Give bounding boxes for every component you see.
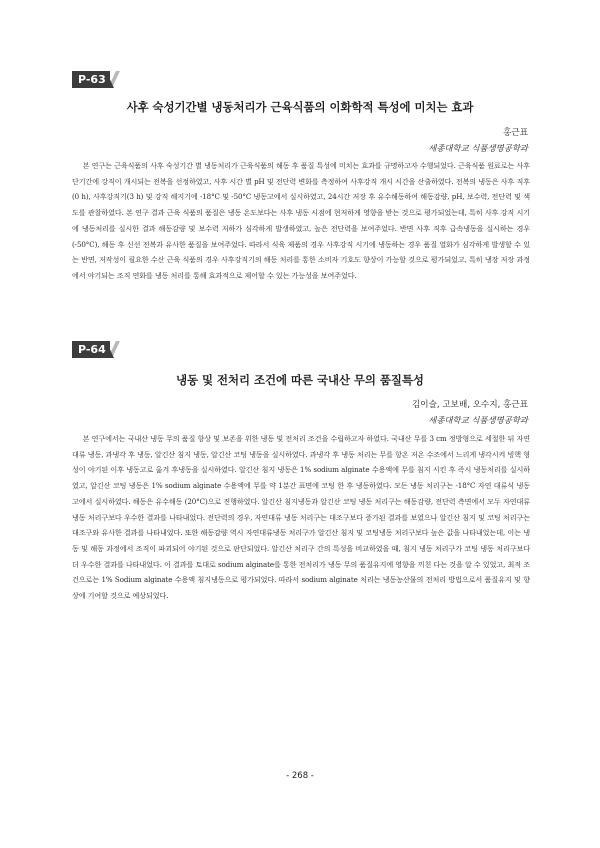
affiliation: 세종대학교 식품생명공학과: [428, 143, 528, 153]
abstract-title: 사후 숙성기간별 냉동처리가 근육식품의 이화학적 특성에 미치는 효과: [126, 100, 474, 114]
section-tag-label: P-63: [72, 71, 110, 88]
page-number: - 268 -: [286, 771, 314, 781]
abstract-body: 본 연구는 근육식품의 사후 숙성기간 별 냉동처리가 근육식품의 해동 후 품질 특성에 미치는 효과를 규명하고자 수행되었다. 근육식품 원료로는 사후 단기간에 강직이 개시되는 전복을 선정하였고, 사후 시간 별 pH 및 전단력 변화를 측정하여 사후강직 개시 시간을 산출하였다. 전복의 냉동은 사후 직후(0 h), 사후강직기(3 h) 및 강직 해지기에 -18°C 및 -50°C 냉동고에서 실시하였고, 24시간 저장 후 유수해동하여 해동감량, pH, 보수력, 전단력 및 색도를 관찰하였다. 본 연구 결과 근육 식품의 품질은 냉동 온도보다는 사후 냉동 시점에 현저하게 영향을 받는 것으로 평가되었는데, 특히 사후 강직 시기에 냉동처리를 실시한 결과 해동감량 및 보수력 저하가 심각하게 발생하였고, 높은 전단력을 보여주었다. 반면 사후 직후 급속냉동을 실시하는 경우(-50°C), 해동 후 신선 전복과 유사한 품질을 보여주었다. 따라서 식육 제품의 경우 사후강직 시기에 냉동하는 경우 품질 열화가 심각하게 발생할 수 있는 반면, 저작성이 필요한 수산 근육 식품의 경우 사후강직기의 해동 처리를 통한 소비자 기호도 향상이 가능할 것으로 평가되었고, 특히 냉장 저장 과정에서 야기되는 조직 연화를 냉동 처리를 통해 효과적으로 제어할 수 있는 가능성을 보여주었다.: [72, 161, 530, 280]
affiliation: 세종대학교 식품생명공학과: [428, 415, 528, 425]
author-list: 김이슬, 고보배, 오수지, 홍근표: [411, 400, 528, 410]
section-tag-p63: [72, 71, 120, 88]
section-tag-p64: [72, 341, 120, 358]
abstract-title: 냉동 및 전처리 조건에 따른 국내산 무의 품질특성: [176, 373, 424, 387]
abstract-body: 본 연구에서는 국내산 냉동 무의 품질 향상 및 보존을 위한 냉동 및 전처리 조건을 수립하고자 하였다. 국내산 무를 3 cm 정방형으로 세절한 뒤 자연대류 냉동, 과냉각 후 냉동, 알긴산 침지 냉동, 알긴산 코팅 냉동을 실시하였다. 과냉각 후 냉동 처리는 무를 항온 저온 수조에서 느리게 냉각시켜 빙핵 형성이 야기된 이후 냉동고로 옮겨 후냉동을 실시하였다. 알긴산 침지 냉동은 1% sodium alginate 수용액에 무를 침지 시킨 후 즉시 냉동처리를 실시하였고, 알긴산 코팅 냉동은 1% sodium alginate 수용액에 무를 약 1분간 표면에 코팅 한 후 냉동하였다. 모든 냉동 처리구는 -18°C 자연 대류식 냉동고에서 실시하였다. 해동은 유수해동 (20°C)으로 진행하였다. 알긴산 침지냉동과 알긴산 코팅 냉동 처리구는 해동감량, 전단력 측면에서 모두 자연대류 냉동 처리구보다 우수한 결과를 나타내었다. 전단력의 경우, 자연대류 냉동 처리구는 대조구보다 증가된 결과를 보였으나 알긴산 침지 및 코팅 처리구는 대조구와 유사한 결과를 나타내었다. 또한 해동감량 역시 자연대류냉동 처리구가 알긴산 침지 및 코팅냉동 처리구보다 높은 값을 나타내었는데, 이는 냉동 및 해동 과정에서 조직이 파괴되어 야기된 것으로 판단되었다. 알긴산 처리구 간의 특성을 비교하였을 때, 침지 냉동 처리구가 코팅 냉동 처리구보다 더 우수한 결과를 나타내었다. 이 결과를 토대로 sodium alginate를 통한 전처리가 냉동 무의 품질유지에 영향을 끼친 다는 것을 알 수 있었고, 최적 조건으로는 1% Sodium alginate 수용액 침지냉동으로 평가되었다. 따라서 sodium alginate 처리는 냉동농산물의 전처리 방법으로서 품질유지 및 향상에 기여할 것으로 예상되었다.: [72, 434, 530, 601]
author-list: 홍근표: [503, 128, 528, 138]
section-tag-label: P-64: [72, 341, 110, 358]
